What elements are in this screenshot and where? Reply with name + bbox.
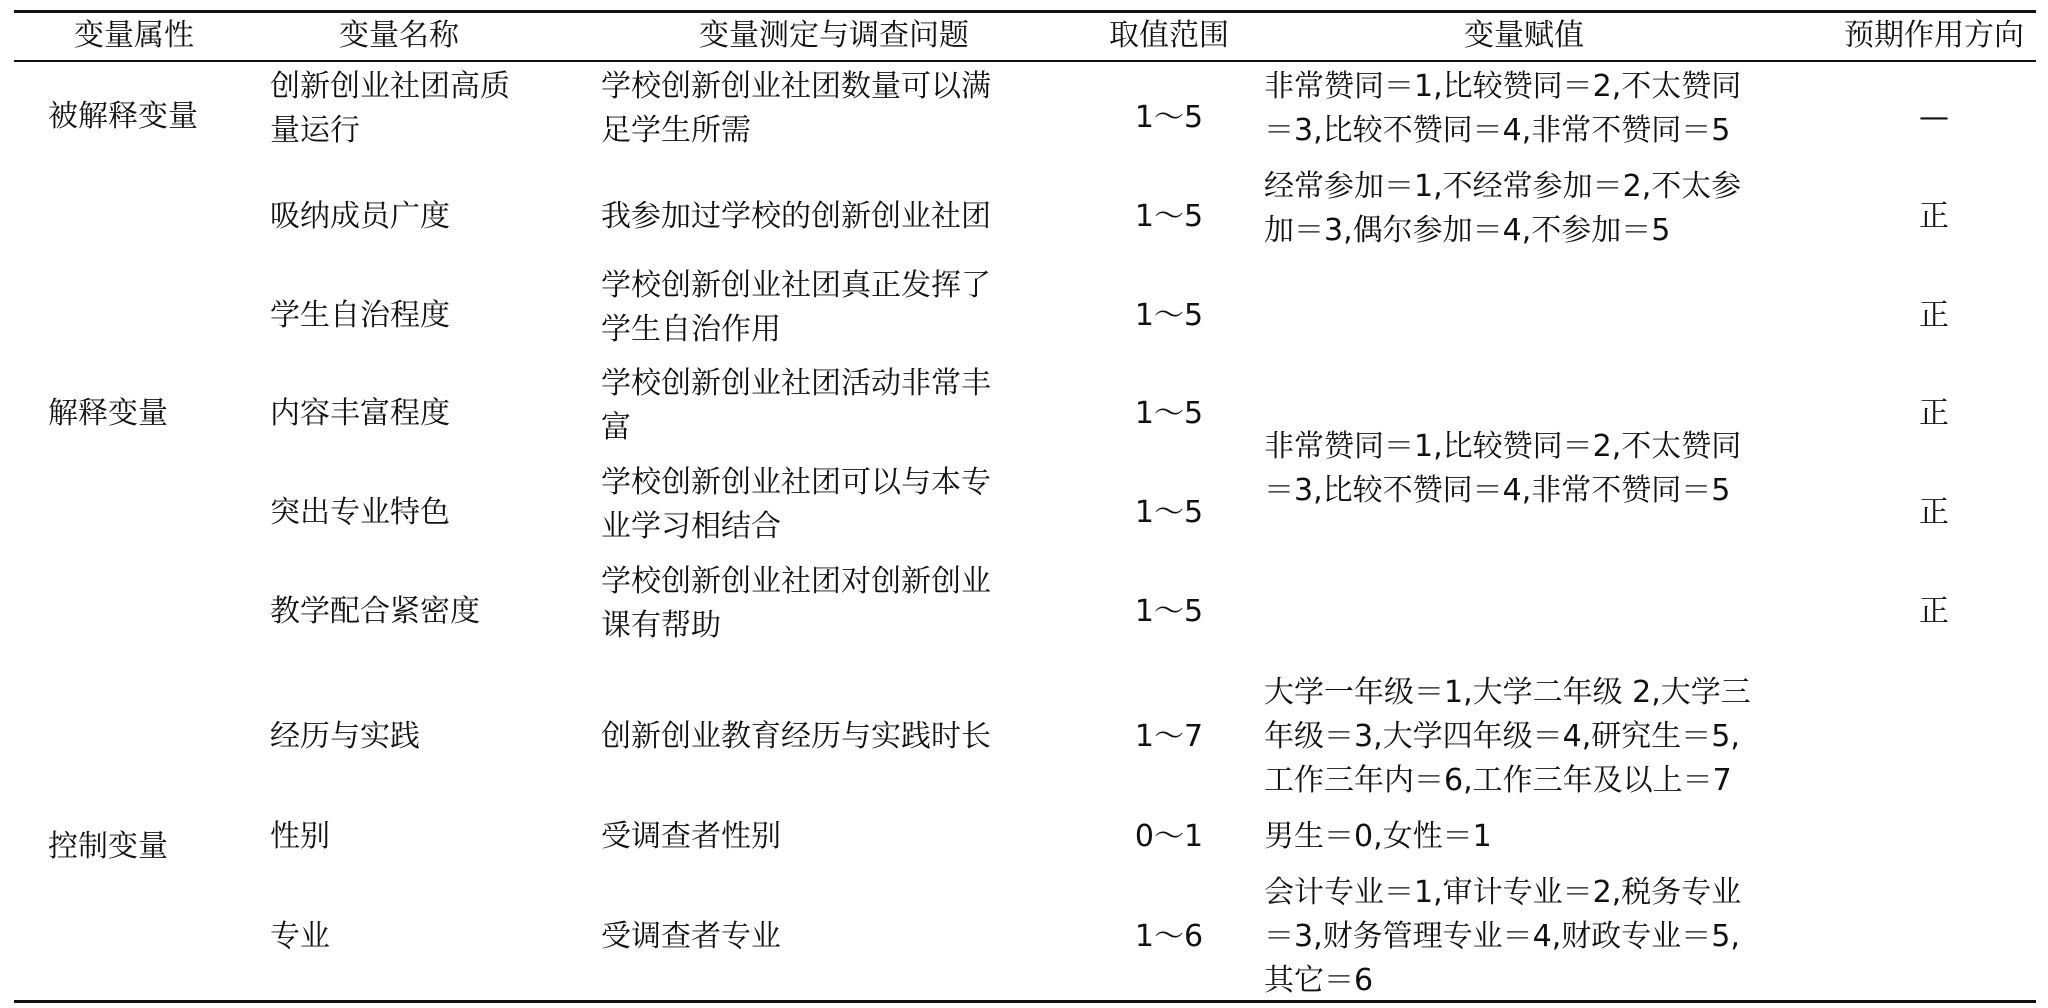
- top-rule: [14, 10, 2036, 13]
- row-assign: 年级＝3,大学四年级＝4,研究生＝5,: [1264, 719, 1740, 754]
- group-dependent: 被解释变量: [48, 99, 198, 134]
- shared-assign: ＝3,比较不赞同＝4,非常不赞同＝5: [1264, 473, 1731, 508]
- row-question: 学校创新创业社团数量可以满: [601, 69, 991, 104]
- row-question: 学校创新创业社团可以与本专: [601, 465, 991, 500]
- row-assign: 加＝3,偶尔参加＝4,不参加＝5: [1264, 213, 1671, 248]
- row-range: 1～5: [1134, 199, 1204, 234]
- row-assign: 其它＝6: [1264, 963, 1374, 998]
- row-range: 1～7: [1134, 719, 1204, 754]
- row-direction: 正: [1919, 298, 1949, 333]
- header-name: 变量名称: [339, 18, 459, 53]
- header-range: 取值范围: [1109, 18, 1229, 53]
- group-control: 控制变量: [48, 829, 168, 864]
- row-name: 突出专业特色: [270, 495, 450, 530]
- row-range: 1～6: [1134, 919, 1204, 954]
- row-question: 学校创新创业社团对创新创业: [601, 564, 991, 599]
- row-assign: 经常参加＝1,不经常参加＝2,不太参: [1264, 169, 1742, 204]
- row-question: 课有帮助: [601, 608, 721, 643]
- row-name: 创新创业社团高质: [270, 69, 510, 104]
- row-question: 创新创业教育经历与实践时长: [601, 719, 991, 754]
- row-question: 学校创新创业社团活动非常丰: [601, 366, 991, 401]
- row-range: 0～1: [1134, 819, 1204, 854]
- row-assign: ＝3,比较不赞同＝4,非常不赞同＝5: [1264, 113, 1731, 148]
- row-name: 经历与实践: [270, 719, 420, 754]
- row-range: 1～5: [1134, 594, 1204, 629]
- row-direction: —: [1919, 100, 1949, 135]
- row-direction: 正: [1919, 495, 1949, 530]
- row-name: 量运行: [270, 113, 360, 148]
- row-question: 富: [601, 410, 631, 445]
- header-attr: 变量属性: [74, 18, 194, 53]
- header-direction: 预期作用方向: [1844, 18, 2024, 53]
- group-explanatory: 解释变量: [48, 396, 168, 431]
- row-assign: ＝3,财务管理专业＝4,财政专业＝5,: [1264, 919, 1740, 954]
- variable-table: [14, 10, 2036, 1002]
- row-name: 内容丰富程度: [270, 396, 450, 431]
- row-direction: 正: [1919, 594, 1949, 629]
- bottom-rule: [14, 1000, 2036, 1003]
- row-question: 受调查者性别: [601, 819, 781, 854]
- row-assign: 工作三年内＝6,工作三年及以上＝7: [1264, 763, 1732, 798]
- row-question: 受调查者专业: [601, 919, 781, 954]
- row-question: 业学习相结合: [601, 509, 781, 544]
- header-question: 变量测定与调查问题: [699, 18, 969, 53]
- row-direction: 正: [1919, 396, 1949, 431]
- header-rule: [14, 60, 2036, 62]
- row-range: 1～5: [1134, 396, 1204, 431]
- row-name: 学生自治程度: [270, 298, 450, 333]
- row-assign: 男生＝0,女性＝1: [1264, 819, 1492, 854]
- row-assign: 非常赞同＝1,比较赞同＝2,不太赞同: [1264, 69, 1742, 104]
- row-range: 1～5: [1134, 100, 1204, 135]
- row-question: 足学生所需: [601, 113, 751, 148]
- row-name: 性别: [270, 819, 330, 854]
- row-question: 学校创新创业社团真正发挥了: [601, 268, 991, 303]
- row-name: 教学配合紧密度: [270, 594, 480, 629]
- row-assign: 大学一年级＝1,大学二年级 2,大学三: [1264, 675, 1751, 710]
- shared-assign: 非常赞同＝1,比较赞同＝2,不太赞同: [1264, 429, 1742, 464]
- row-question: 我参加过学校的创新创业社团: [601, 199, 991, 234]
- row-assign: 会计专业＝1,审计专业＝2,税务专业: [1264, 875, 1742, 910]
- row-name: 吸纳成员广度: [270, 199, 450, 234]
- row-name: 专业: [270, 919, 330, 954]
- row-direction: 正: [1919, 199, 1949, 234]
- row-range: 1～5: [1134, 298, 1204, 333]
- row-question: 学生自治作用: [601, 312, 781, 347]
- row-range: 1～5: [1134, 495, 1204, 530]
- header-assign: 变量赋值: [1464, 18, 1584, 53]
